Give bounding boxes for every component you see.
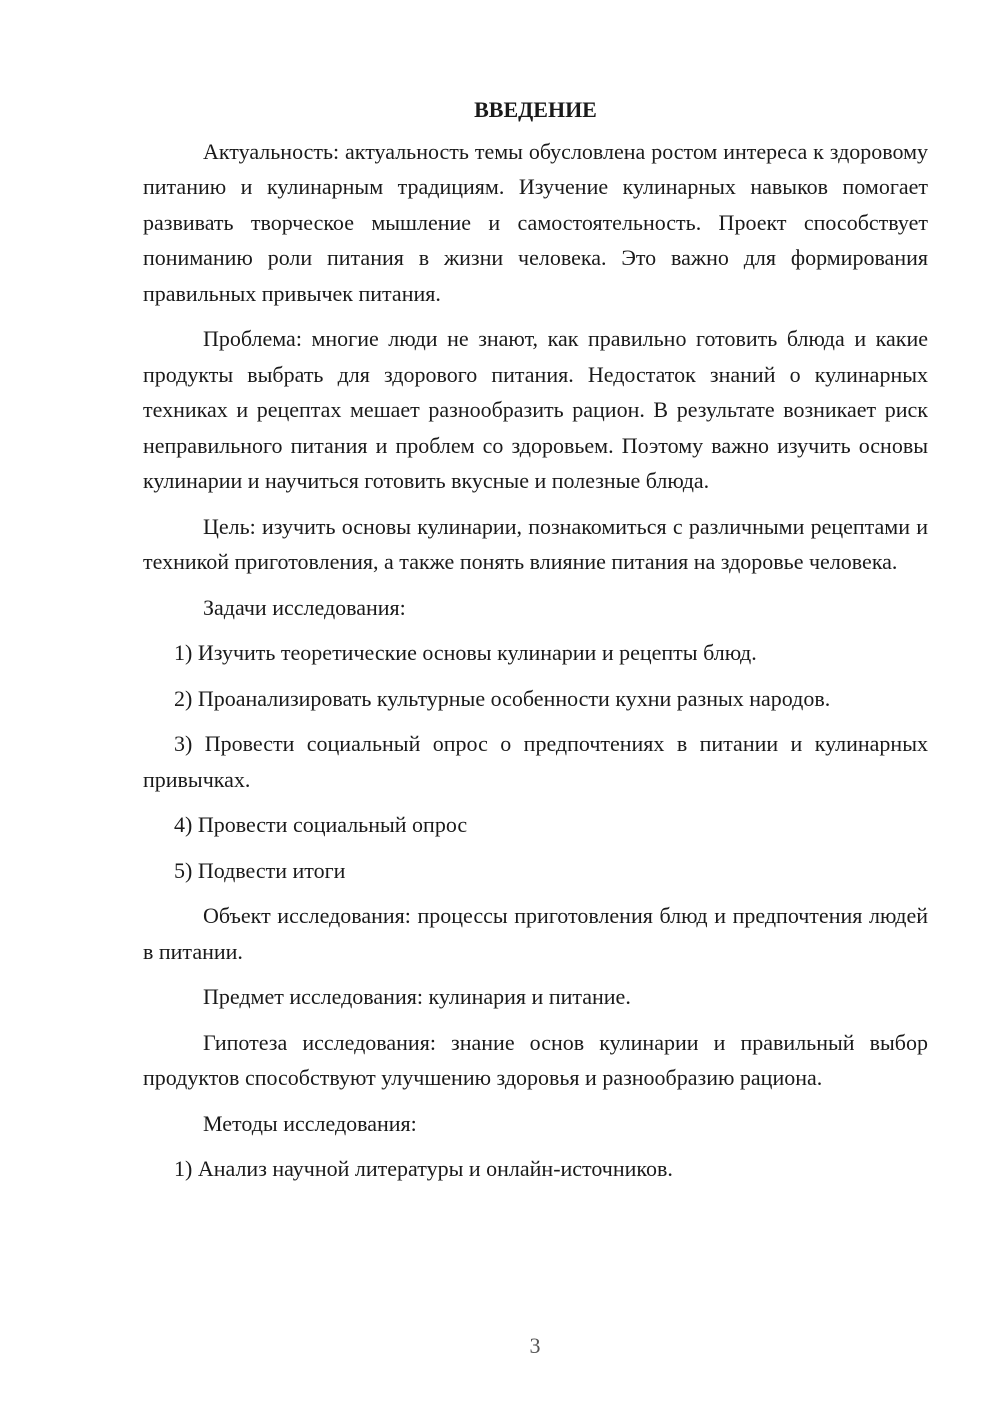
paragraph-subject: Предмет исследования: кулинария и питание. xyxy=(203,984,631,1009)
task-item-1: 1) Изучить теоретические основы кулинарии и рецепты блюд. xyxy=(174,640,757,665)
task-item-2: 2) Проанализировать культурные особенности кухни разных народов. xyxy=(174,685,831,711)
task-item-3: 3) Провести социальный опрос о предпочтениях в питании и кулинарных привычках. xyxy=(143,731,928,792)
document-page xyxy=(143,92,928,1197)
method-item-1: 1) Анализ научной литературы и онлайн-источников. xyxy=(174,1156,673,1181)
section-title: ВВЕДЕНИЕ xyxy=(474,97,597,122)
tasks-heading: Задачи исследования: xyxy=(203,594,406,620)
methods-heading: Методы исследования: xyxy=(203,1110,417,1136)
paragraph-problem: Проблема: многие люди не знают, как правильно готовить блюда и какие продукты выбрать для здорового питания. Недостаток знаний о кулинарных техниках и рецептах мешает разнообразить рацион. В результате возникает риск неправильного питания и проблем со здоровьем. Поэтому важно изучить основы кулинарии и научиться готовить вкусные и полезные блюда. xyxy=(143,326,928,493)
page-number: 3 xyxy=(529,1333,541,1358)
paragraph-object: Объект исследования: процессы приготовления блюд и предпочтения людей в питании. xyxy=(143,903,928,964)
paragraph-goal: Цель: изучить основы кулинарии, познакомиться с различными рецептами и техникой приготовления, а также понять влияние питания на здоровье человека. xyxy=(143,513,928,574)
paragraph-hypothesis: Гипотеза исследования: знание основ кулинарии и правильный выбор продуктов способствуют улучшению здоровья и разнообразию рациона. xyxy=(143,1029,928,1090)
paragraph-relevance: Актуальность: актуальность темы обусловлена ростом интереса к здоровому питанию и кулинарным традициям. Изучение кулинарных навыков помогает развивать творческое мышление и самостоятельность. Проект способствует пониманию роли питания в жизни человека. Это важно для формирования правильных привычек питания. xyxy=(143,138,928,306)
task-item-5: 5) Подвести итоги xyxy=(174,857,346,883)
task-item-4: 4) Провести социальный опрос xyxy=(174,812,468,837)
